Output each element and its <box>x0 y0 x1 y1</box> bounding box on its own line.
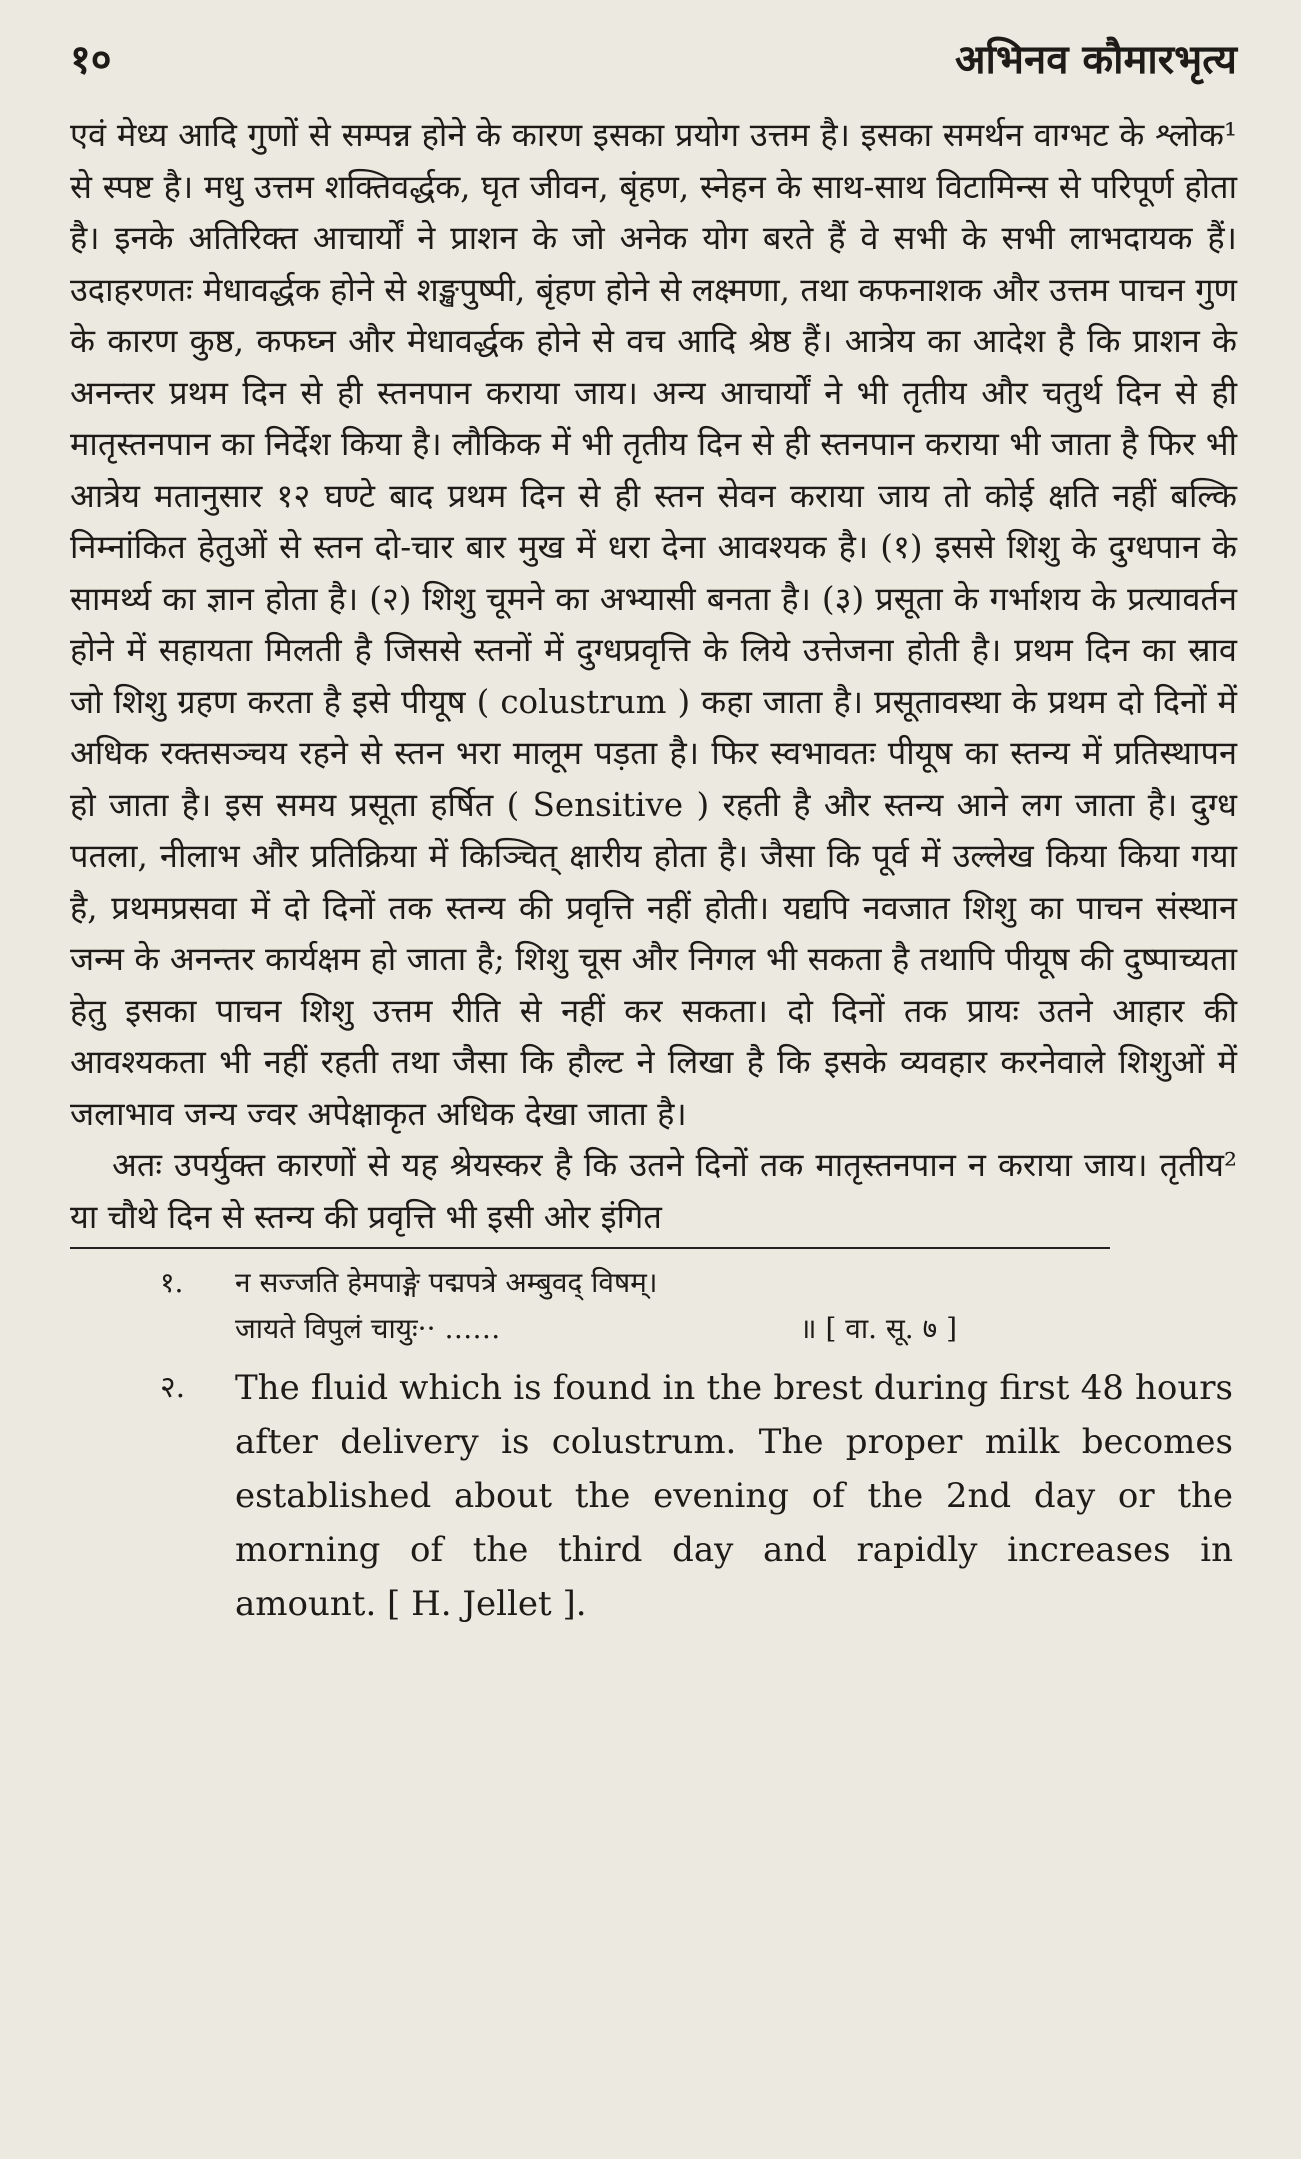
page-header <box>70 30 1237 110</box>
footnotes <box>70 1259 1237 1631</box>
paragraph: अतः उपर्युक्त कारणों से यह श्रेयस्कर है कि उतने दिनों तक मातृस्तनपान न कराया जाय। तृतीय² या चौथे दिन से स्तन्य की प्रवृत्ति भी इसी ओर इंगित <box>70 1146 1237 1236</box>
footnote-verse-line: जायते विपुलं चायुः·· …… <box>235 1312 501 1345</box>
page-number: १० <box>70 36 112 83</box>
footnote-citation: ॥ [ वा. सू. ७ ] <box>799 1312 957 1345</box>
footnote-divider <box>70 1247 1110 1249</box>
footnote-verse-line: न सज्जति हेमपाङ्गे पद्मपत्रे अम्बुवद् विषम्। <box>235 1266 658 1299</box>
footnote-1 <box>70 1259 1237 1307</box>
footnote-text: The fluid which is found in the brest during first 48 hours after delivery is colustrum. The proper milk becomes established about the evening of the 2nd day or the morning of the third day and rapidly increases in amount. [ H. Jellet ]. <box>235 1368 1233 1624</box>
footnote-number: २. <box>160 1370 186 1405</box>
running-head: अभिनव कौमारभृत्य <box>954 36 1237 83</box>
body-text <box>70 110 1237 1243</box>
footnote-1-second-line <box>70 1307 1237 1351</box>
footnote-2 <box>70 1361 1237 1631</box>
footnote-number: १. <box>160 1266 184 1299</box>
paragraph: एवं मेध्य आदि गुणों से सम्पन्न होने के कारण इसका प्रयोग उत्तम है। इसका समर्थन वाग्भट के श्लोक¹ से स्पष्ट है। मधु उत्तम शक्तिवर्द्धक, घृत जीवन, बृंहण, स्नेहन के साथ-साथ विटामिन्स से परिपूर्ण होता है। इनके अतिरिक्त आचार्यों ने प्राशन के जो अनेक योग बरते हैं वे सभी के सभी लाभदायक हैं। उदाहरणतः मेधावर्द्धक होने से शङ्खपुष्पी, बृंहण होने से लक्ष्मणा, तथा कफनाशक और उत्तम पाचन गुण के कारण कुष्ठ, कफघ्न और मेधावर्द्धक होने से वच आदि श्रेष्ठ हैं। आत्रेय का आदेश है कि प्राशन के अनन्तर प्रथम दिन से ही स्तनपान कराया जाय। अन्य आचार्यों ने भी तृतीय और चतुर्थ दिन से ही मातृस्तनपान का निर्देश किया है। लौकिक में भी तृतीय दिन से ही स्तनपान कराया भी जाता है फिर भी आत्रेय मतानुसार १२ घण्टे बाद प्रथम दिन से ही स्तन सेवन कराया जाय तो कोई क्षति नहीं बल्कि निम्नांकित हेतुओं से स्तन दो-चार बार मुख में धरा देना आवश्यक है। (१) इससे शिशु के दुग्धपान के सामर्थ्य का ज्ञान होता है। (२) शिशु चूमने का अभ्यासी बनता है। (३) प्रसूता के गर्भाशय के प्रत्यावर्तन होने में सहायता मिलती है जिससे स्तनों में दुग्धप्रवृत्ति के लिये उत्तेजना होती है। प्रथम दिन का स्राव जो शिशु ग्रहण करता है इसे पीयूष ( colustrum ) कहा जाता है। प्रसूतावस्था के प्रथम दो दिनों में अधिक रक्तसञ्चय रहने से स्तन भरा मालूम पड़ता है। फिर स्वभावतः पीयूष का स्तन्य में प्रतिस्थापन हो जाता है। इस समय प्रसूता हर्षित ( Sensitive ) रहती है और स्तन्य आने लग जाता है। दुग्ध पतला, नीलाभ और प्रतिक्रिया में किञ्चित् क्षारीय होता है। जैसा कि पूर्व में उल्लेख किया किया गया है, प्रथमप्रसवा में दो दिनों तक स्तन्य की प्रवृत्ति नहीं होती। यद्यपि नवजात शिशु का पाचन संस्थान जन्म के अनन्तर कार्यक्षम हो जाता है; शिशु चूस और निगल भी सकता है तथापि पीयूष की दुष्पाच्यता हेतु इसका पाचन शिशु उत्तम रीति से नहीं कर सकता। दो दिनों तक प्रायः उतने आहार की आवश्यकता भी नहीं रहती तथा जैसा कि हौल्ट ने लिखा है कि इसके व्यवहार करनेवाले शिशुओं में जलाभाव जन्य ज्वर अपेक्षाकृत अधिक देखा जाता है। <box>70 116 1237 1133</box>
